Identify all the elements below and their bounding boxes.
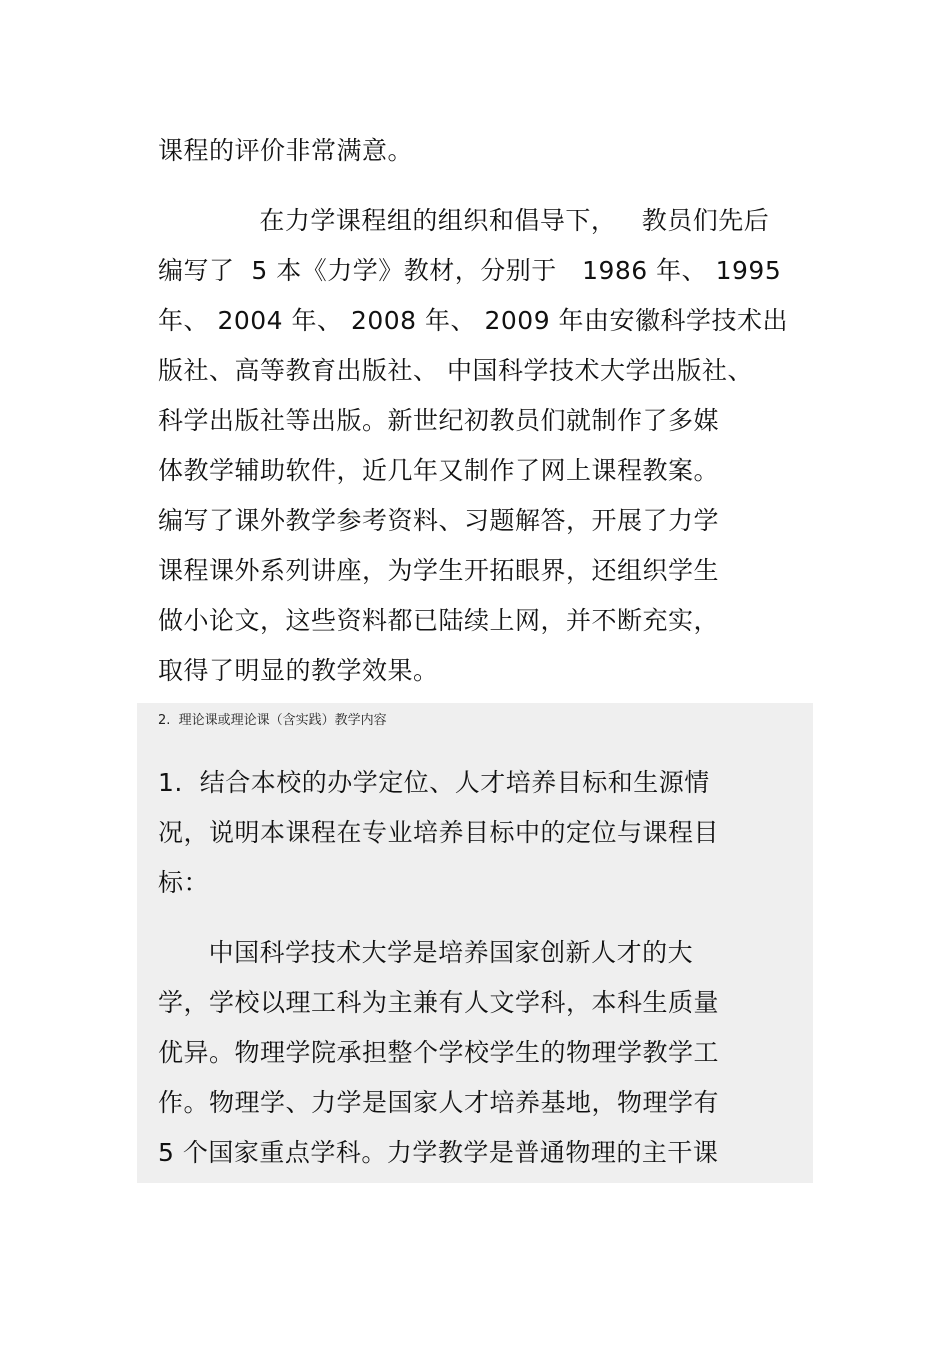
text-line: 年、 2004 年、 2008 年、 2009 年由安徽科学技术出	[158, 306, 789, 335]
text-line: 取得了明显的教学效果。	[158, 656, 439, 685]
text-line: 版社、高等教育出版社、 中国科学技术大学出版社、	[158, 356, 753, 385]
question-line: 1. 结合本校的办学定位、人才培养目标和生源情	[158, 768, 710, 797]
question-line: 标：	[158, 868, 210, 897]
section-heading: 2. 理论课或理论课（含实践）教学内容	[158, 713, 387, 728]
answer-line: 作。物理学、力学是国家人才培养基地，物理学有	[158, 1088, 720, 1117]
text-line: 体教学辅助软件，近几年又制作了网上课程教案。	[158, 456, 720, 485]
text-line: 编写了 5 本《力学》教材，分别于 1986 年、 1995	[158, 256, 782, 285]
answer-line: 5 个国家重点学科。力学教学是普通物理的主干课	[158, 1138, 719, 1167]
question-line: 况，说明本课程在专业培养目标中的定位与课程目	[158, 818, 720, 847]
answer-line: 学，学校以理工科为主兼有人文学科，本科生质量	[158, 988, 720, 1017]
answer-line: 优异。物理学院承担整个学校学生的物理学教学工	[158, 1038, 720, 1067]
text-line: 科学出版社等出版。新世纪初教员们就制作了多媒	[158, 406, 720, 435]
text-line: 课程课外系列讲座，为学生开拓眼界，还组织学生	[158, 556, 720, 585]
text-line: 做小论文，这些资料都已陆续上网，并不断充实，	[158, 606, 720, 635]
answer-line: 中国科学技术大学是培养国家创新人才的大	[158, 938, 694, 967]
text-line: 课程的评价非常满意。	[158, 136, 414, 165]
text-line: 在力学课程组的组织和倡导下， 教员们先后	[158, 206, 770, 235]
text-line: 编写了课外教学参考资料、习题解答，开展了力学	[158, 506, 720, 535]
